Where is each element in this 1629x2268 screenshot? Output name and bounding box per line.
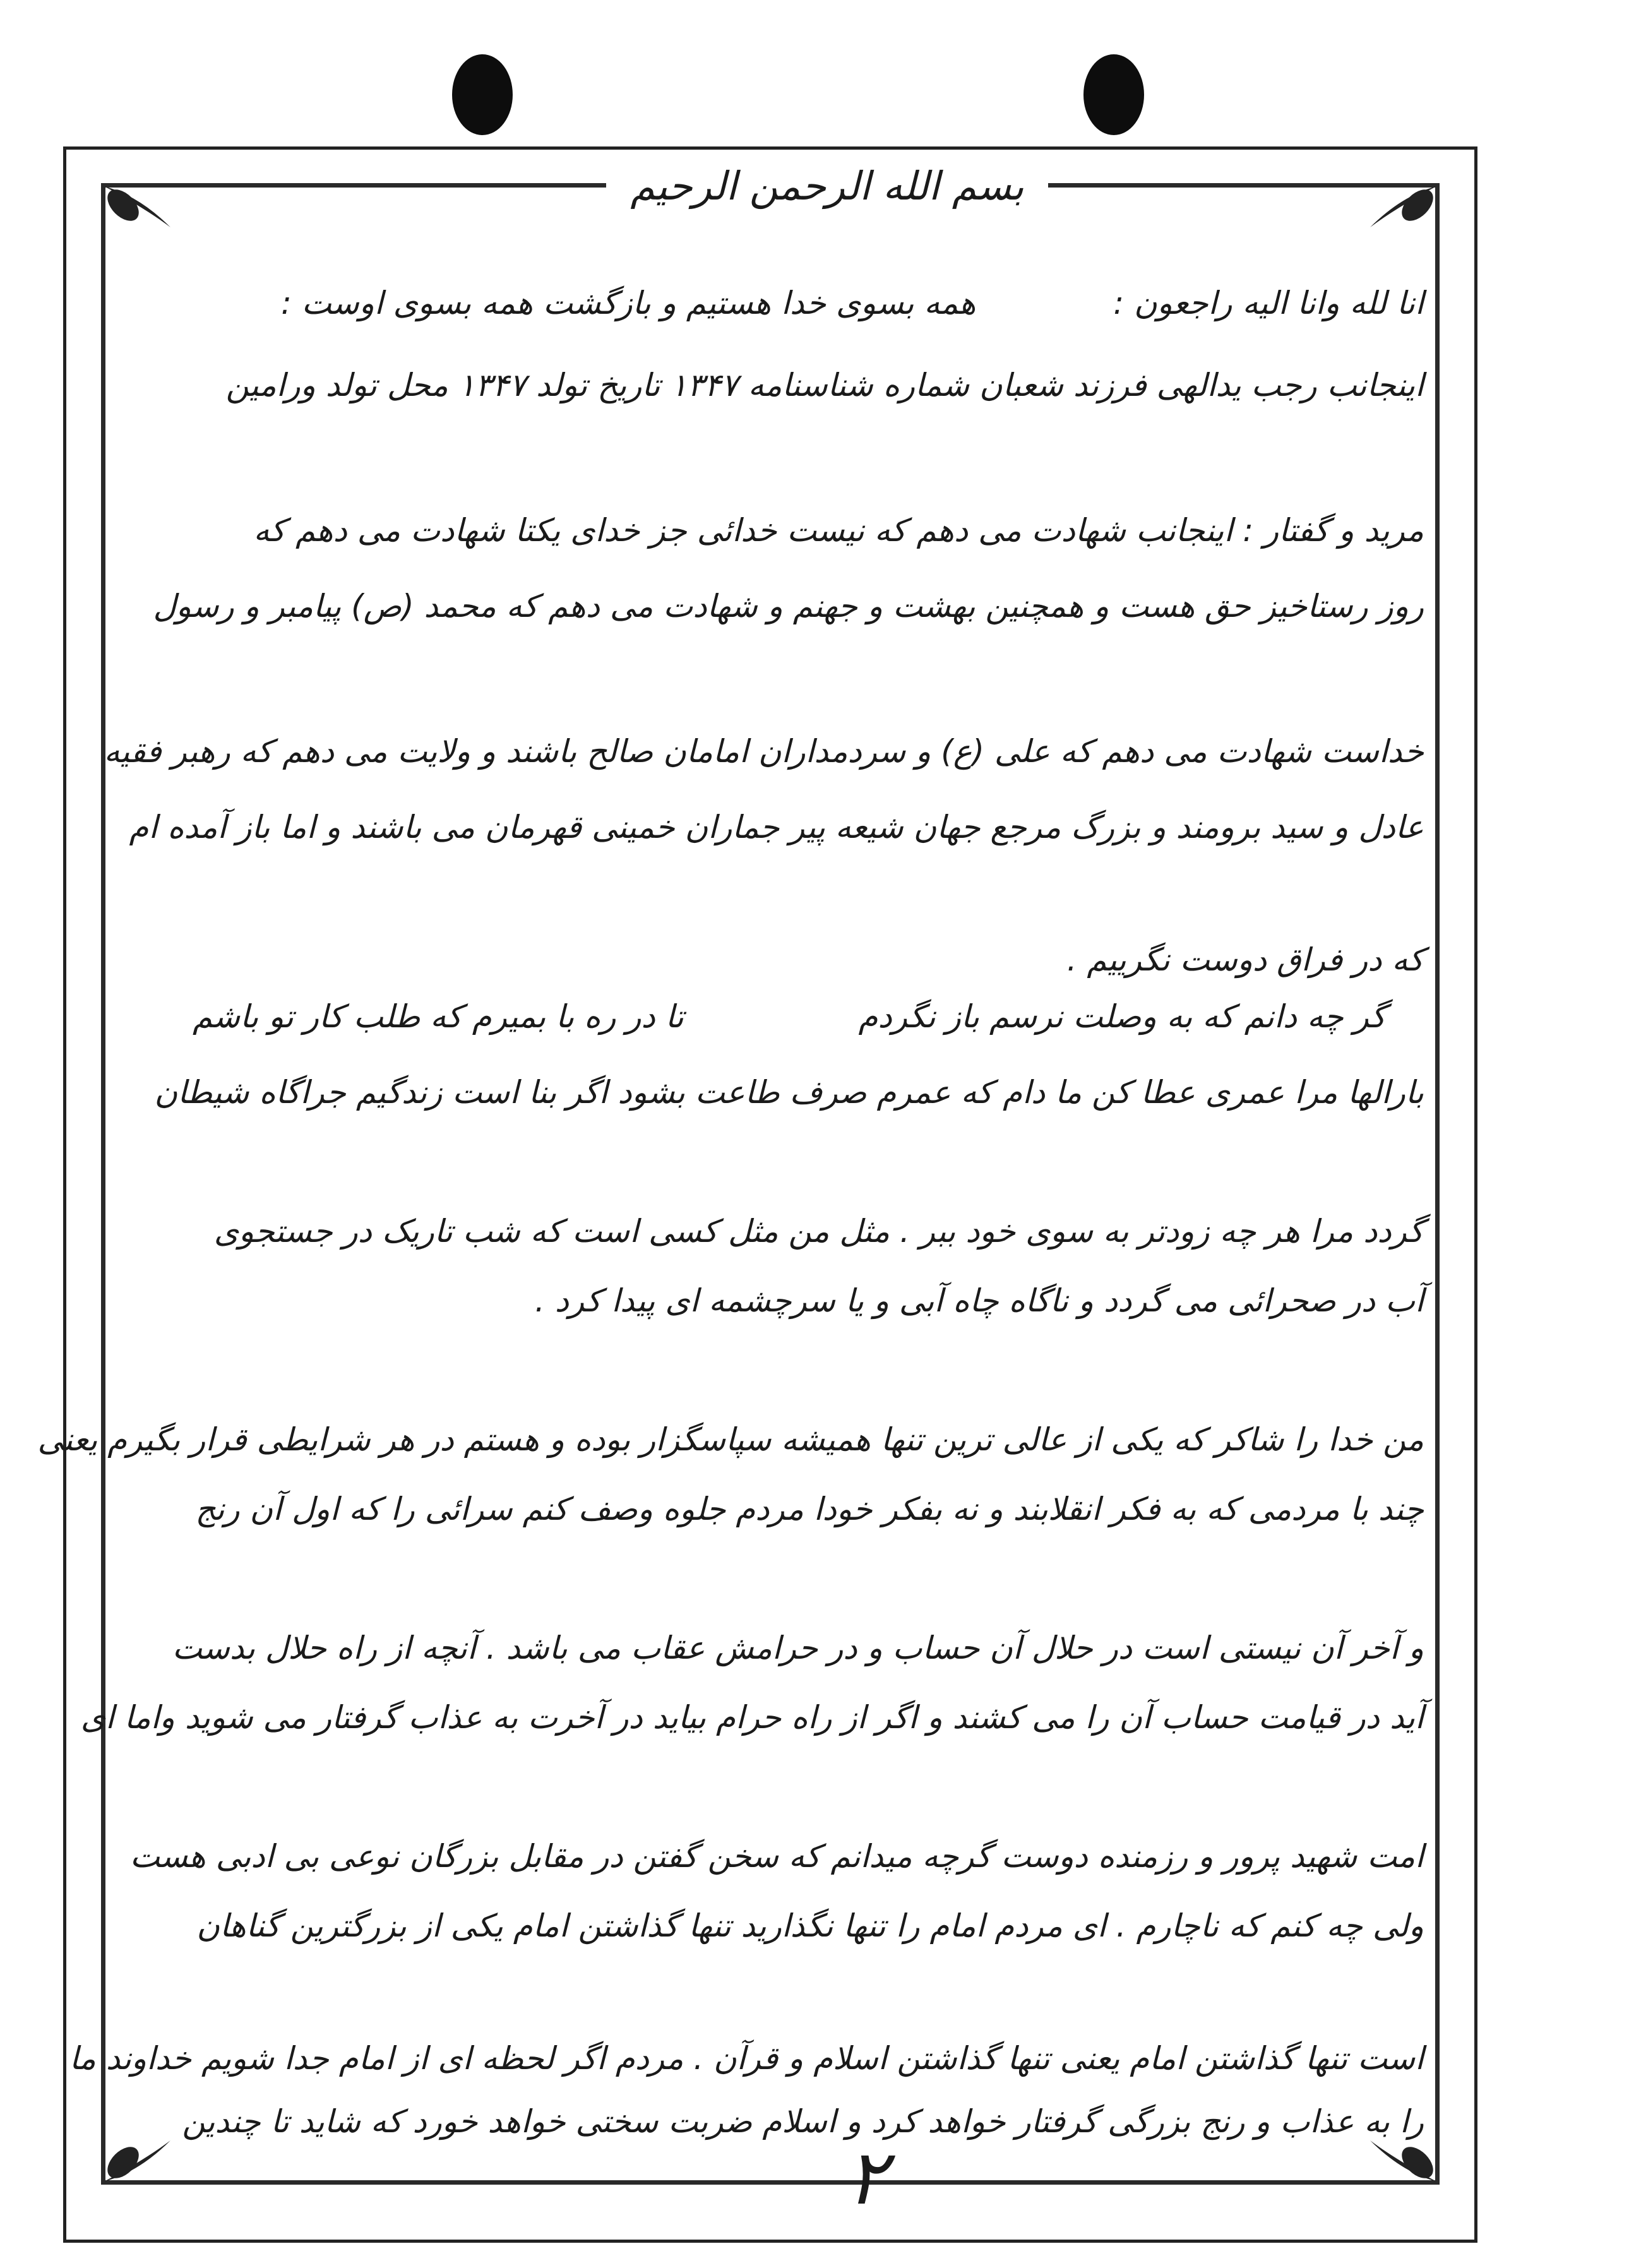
punch-hole-right <box>1083 54 1144 135</box>
page-number: ۲ <box>846 2134 887 2222</box>
text-line: عادل و سید برومند و بزرگ مرجع جهان شیعه پیر جماران خمینی قهرمان می باشند و اما باز آمده ام <box>129 809 1424 845</box>
text-line: را به عذاب و رنج بزرگی گرفتار خواهد کرد و اسلام ضربت سختی خواهد خورد که شاید تا چندین <box>182 2103 1424 2140</box>
text-line: روز رستاخیز حق هست و همچنین بهشت و جهنم و شهادت می دهم که محمد (ص) پیامبر و رسول <box>153 588 1424 624</box>
bismillah-heading: بسم الله الرحمن الرحیم <box>606 158 1048 215</box>
text-line: که در فراق دوست نگرییم . <box>1066 941 1424 978</box>
corner-ornament-icon <box>1358 183 1440 265</box>
text-line: آب در صحرائی می گردد و ناگاه چاه آبی و یا سرچشمه ای پیدا کرد . <box>534 1282 1424 1319</box>
text-line: امت شهید پرور و رزمنده دوست گرچه میدانم که سخن گفتن در مقابل بزرگان نوعی بی ادبی هست <box>129 1838 1424 1875</box>
text-line: مرید و گفتار : اینجانب شهادت می دهم که نیست خدائی جز خدای یکتا شهادت می دهم که <box>253 512 1424 549</box>
corner-ornament-icon <box>101 183 183 265</box>
text-line: و آخر آن نیستی است در حلال آن حساب و در حرامش عقاب می باشد . آنچه از راه حلال بدست <box>172 1630 1424 1666</box>
text-line: من خدا را شاکر که یکی از عالی ترین تنها همیشه سپاسگزار بوده و هستم در هر شرایطی قرار بگیرم یعنی <box>37 1421 1424 1458</box>
text-line: خداست شهادت می دهم که علی (ع) و سردمداران امامان صالح باشند و ولایت می دهم که رهبر فقیه <box>104 733 1424 770</box>
text-line: است تنها گذاشتن امام یعنی تنها گذاشتن اسلام و قرآن . مردم اگر لحظه ای از امام جدا شویم خداوند ما <box>69 2040 1424 2077</box>
text-line-left: همه بسوی خدا هستیم و بازگشت همه بسوی اوست : <box>281 285 976 321</box>
poem-hemistich-left: تا در ره با بمیرم که طلب کار تو باشم <box>193 998 684 1035</box>
text-line <box>117 278 1424 328</box>
text-line-right: انا لله وانا الیه راجعون : <box>1113 285 1424 321</box>
text-line: چند با مردمی که به فکر انقلابند و نه بفکر خودا مردم جلوه وصف کنم سرائی را که اول آن رنج <box>195 1491 1424 1527</box>
text-line: بارالها مرا عمری عطا کن ما دام که عمرم صرف طاعت بشود اگر بنا است زندگیم جراگاه شیطان <box>154 1074 1424 1111</box>
text-line: اینجانب رجب یدالهی فرزند شعبان شماره شناسنامه ۱۳۴۷ تاریخ تولد ۱۳۴۷ محل تولد ورامین <box>225 367 1424 403</box>
poem-hemistich-right: گر چه دانم که به وصلت نرسم باز نگردم <box>858 998 1386 1035</box>
text-line: ولی چه کنم که ناچارم . ای مردم امام را تنها نگذارید تنها گذاشتن امام یکی از بزرگترین گناهان <box>196 1907 1424 1944</box>
text-line: گردد مرا هر چه زودتر به سوی خود ببر . مثل من مثل کسی است که شب تاریک در جستجوی <box>213 1213 1424 1250</box>
punch-hole-left <box>452 54 513 135</box>
text-line: آید در قیامت حساب آن را می کشند و اگر از راه حرام بیاید در آخرت به عذاب گرفتار می شوید واما ای <box>80 1699 1424 1736</box>
inner-page-border <box>37 183 1440 2185</box>
text-line <box>117 991 1424 1042</box>
